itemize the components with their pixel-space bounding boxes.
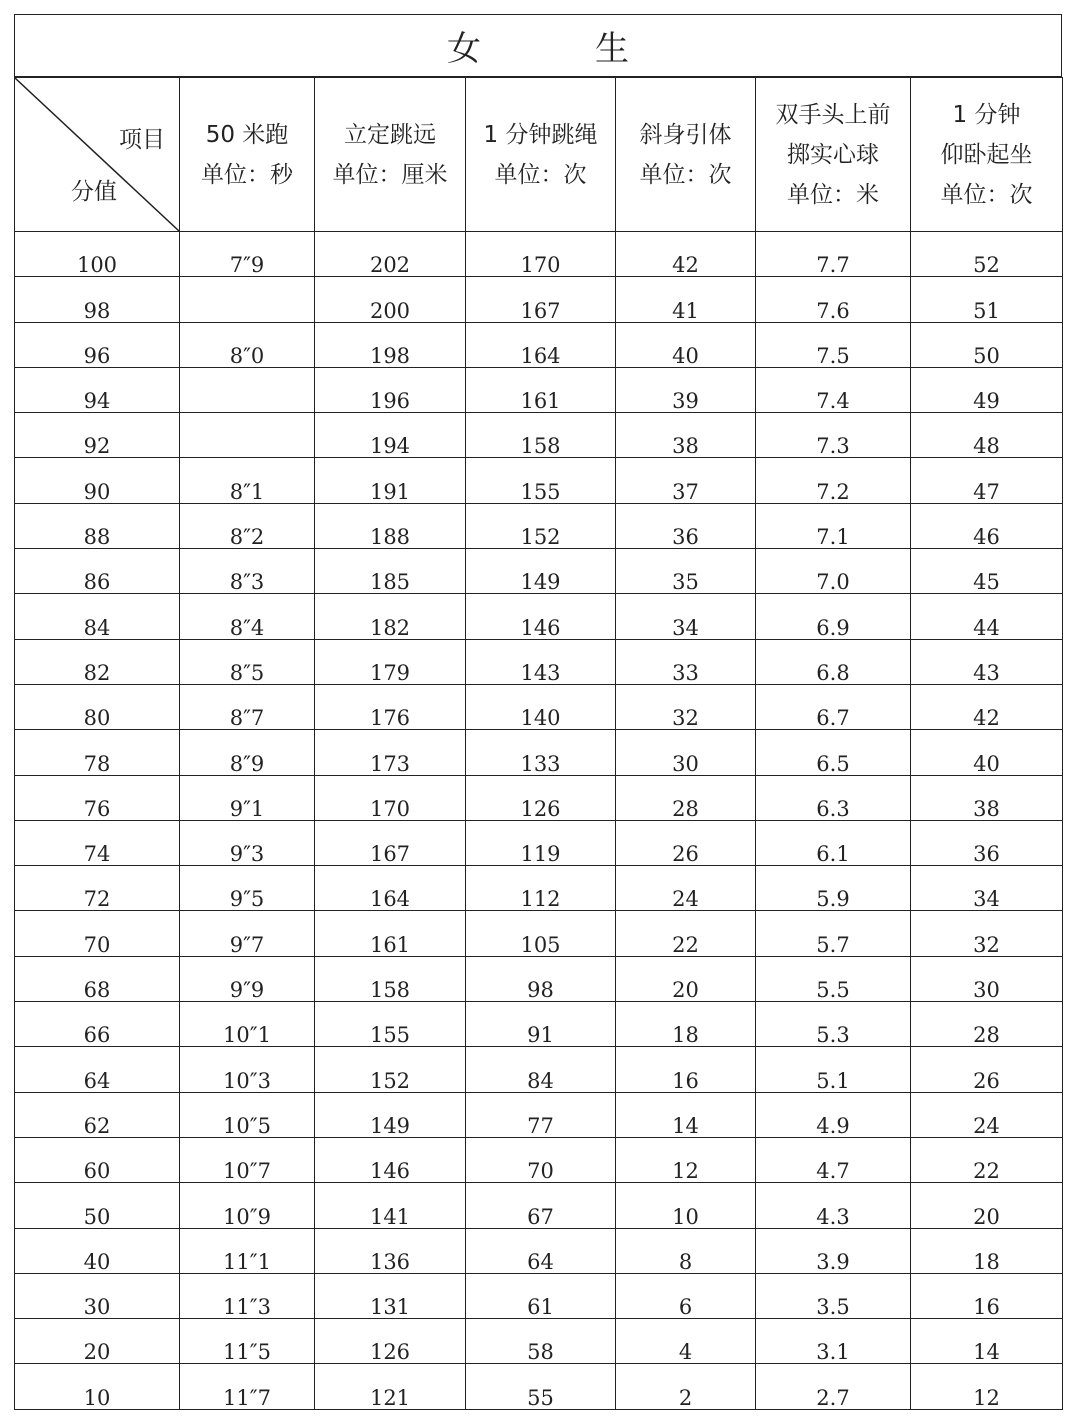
cell-ball-throw: 5.5 <box>756 956 911 1001</box>
cell-long-jump: 146 <box>315 1137 466 1182</box>
cell-50m-run: 11″7 <box>180 1364 315 1409</box>
cell-50m-run: 10″3 <box>180 1047 315 1092</box>
cell-pull-up: 30 <box>616 730 756 775</box>
cell-sit-ups: 49 <box>911 367 1063 412</box>
cell-pull-up: 37 <box>616 458 756 503</box>
cell-ball-throw: 7.1 <box>756 503 911 548</box>
cell-pull-up: 24 <box>616 866 756 911</box>
table-row <box>15 367 1063 412</box>
table-row <box>15 1092 1063 1137</box>
cell-pull-up: 4 <box>616 1319 756 1364</box>
cell-sit-ups: 22 <box>911 1137 1063 1182</box>
cell-50m-run: 11″1 <box>180 1228 315 1273</box>
cell-ball-throw: 7.5 <box>756 322 911 367</box>
cell-sit-ups: 16 <box>911 1273 1063 1318</box>
table-row <box>15 1319 1063 1364</box>
cell-jump-rope: 146 <box>466 594 616 639</box>
table-row <box>15 1047 1063 1092</box>
cell-long-jump: 131 <box>315 1273 466 1318</box>
cell-ball-throw: 6.9 <box>756 594 911 639</box>
table-row <box>15 549 1063 594</box>
diagonal-header-cell <box>15 78 180 232</box>
table-row <box>15 866 1063 911</box>
cell-score: 10 <box>15 1364 180 1409</box>
table-row <box>15 820 1063 865</box>
cell-pull-up: 22 <box>616 911 756 956</box>
cell-50m-run: 11″5 <box>180 1319 315 1364</box>
cell-score: 100 <box>15 232 180 277</box>
cell-score: 68 <box>15 956 180 1001</box>
cell-pull-up: 2 <box>616 1364 756 1409</box>
cell-ball-throw: 6.8 <box>756 639 911 684</box>
cell-long-jump: 149 <box>315 1092 466 1137</box>
cell-jump-rope: 98 <box>466 956 616 1001</box>
cell-sit-ups: 14 <box>911 1319 1063 1364</box>
cell-long-jump: 167 <box>315 820 466 865</box>
cell-50m-run: 8″3 <box>180 549 315 594</box>
table-row <box>15 956 1063 1001</box>
cell-ball-throw: 5.7 <box>756 911 911 956</box>
cell-jump-rope: 143 <box>466 639 616 684</box>
cell-pull-up: 42 <box>616 232 756 277</box>
score-standard-sheet <box>14 14 1062 1412</box>
cell-long-jump: 191 <box>315 458 466 503</box>
cell-jump-rope: 105 <box>466 911 616 956</box>
score-label: 分值 <box>71 179 117 205</box>
cell-sit-ups: 32 <box>911 911 1063 956</box>
cell-ball-throw: 6.5 <box>756 730 911 775</box>
cell-50m-run: 8″1 <box>180 458 315 503</box>
cell-50m-run: 8″9 <box>180 730 315 775</box>
column-header-sit-ups: 1 分钟 仰卧起坐 单位：次 <box>911 78 1063 232</box>
cell-ball-throw: 7.2 <box>756 458 911 503</box>
table-row <box>15 684 1063 729</box>
cell-jump-rope: 67 <box>466 1183 616 1228</box>
cell-50m-run: 7″9 <box>180 232 315 277</box>
cell-jump-rope: 155 <box>466 458 616 503</box>
cell-ball-throw: 5.9 <box>756 866 911 911</box>
cell-score: 84 <box>15 594 180 639</box>
table-row <box>15 458 1063 503</box>
table-row <box>15 1137 1063 1182</box>
cell-score: 74 <box>15 820 180 865</box>
cell-score: 90 <box>15 458 180 503</box>
table-row <box>15 277 1063 322</box>
cell-score: 70 <box>15 911 180 956</box>
cell-jump-rope: 70 <box>466 1137 616 1182</box>
cell-sit-ups: 20 <box>911 1183 1063 1228</box>
cell-jump-rope: 158 <box>466 413 616 458</box>
cell-long-jump: 182 <box>315 594 466 639</box>
cell-jump-rope: 126 <box>466 775 616 820</box>
item-label: 项目 <box>119 127 165 153</box>
cell-sit-ups: 38 <box>911 775 1063 820</box>
cell-50m-run: 9″7 <box>180 911 315 956</box>
cell-score: 66 <box>15 1002 180 1047</box>
cell-score: 62 <box>15 1092 180 1137</box>
cell-50m-run: 9″3 <box>180 820 315 865</box>
cell-jump-rope: 140 <box>466 684 616 729</box>
cell-pull-up: 18 <box>616 1002 756 1047</box>
cell-score: 92 <box>15 413 180 458</box>
cell-ball-throw: 4.3 <box>756 1183 911 1228</box>
cell-50m-run: 10″1 <box>180 1002 315 1047</box>
cell-pull-up: 28 <box>616 775 756 820</box>
table-row <box>15 1273 1063 1318</box>
cell-score: 94 <box>15 367 180 412</box>
cell-50m-run <box>180 367 315 412</box>
cell-long-jump: 158 <box>315 956 466 1001</box>
cell-sit-ups: 48 <box>911 413 1063 458</box>
cell-ball-throw: 3.5 <box>756 1273 911 1318</box>
cell-jump-rope: 149 <box>466 549 616 594</box>
cell-jump-rope: 170 <box>466 232 616 277</box>
cell-score: 98 <box>15 277 180 322</box>
cell-50m-run: 11″3 <box>180 1273 315 1318</box>
column-header-50m-run: 50 米跑 单位：秒 <box>180 78 315 232</box>
cell-50m-run <box>180 277 315 322</box>
score-table-body <box>15 232 1063 1410</box>
cell-sit-ups: 30 <box>911 956 1063 1001</box>
cell-pull-up: 41 <box>616 277 756 322</box>
cell-jump-rope: 64 <box>466 1228 616 1273</box>
cell-jump-rope: 133 <box>466 730 616 775</box>
cell-long-jump: 179 <box>315 639 466 684</box>
cell-score: 80 <box>15 684 180 729</box>
cell-long-jump: 136 <box>315 1228 466 1273</box>
cell-pull-up: 12 <box>616 1137 756 1182</box>
cell-score: 86 <box>15 549 180 594</box>
score-table <box>14 77 1063 1410</box>
cell-pull-up: 35 <box>616 549 756 594</box>
cell-50m-run <box>180 413 315 458</box>
cell-50m-run: 9″1 <box>180 775 315 820</box>
cell-50m-run: 9″5 <box>180 866 315 911</box>
cell-ball-throw: 7.3 <box>756 413 911 458</box>
cell-sit-ups: 43 <box>911 639 1063 684</box>
cell-pull-up: 8 <box>616 1228 756 1273</box>
header-row <box>15 78 1063 232</box>
cell-long-jump: 121 <box>315 1364 466 1409</box>
cell-score: 40 <box>15 1228 180 1273</box>
cell-jump-rope: 91 <box>466 1002 616 1047</box>
cell-pull-up: 32 <box>616 684 756 729</box>
cell-ball-throw: 3.9 <box>756 1228 911 1273</box>
cell-ball-throw: 7.7 <box>756 232 911 277</box>
cell-sit-ups: 44 <box>911 594 1063 639</box>
cell-sit-ups: 52 <box>911 232 1063 277</box>
cell-long-jump: 173 <box>315 730 466 775</box>
table-row <box>15 639 1063 684</box>
cell-ball-throw: 6.1 <box>756 820 911 865</box>
cell-50m-run: 9″9 <box>180 956 315 1001</box>
cell-long-jump: 141 <box>315 1183 466 1228</box>
cell-score: 20 <box>15 1319 180 1364</box>
cell-ball-throw: 3.1 <box>756 1319 911 1364</box>
cell-sit-ups: 40 <box>911 730 1063 775</box>
table-row <box>15 503 1063 548</box>
cell-sit-ups: 51 <box>911 277 1063 322</box>
table-row <box>15 1364 1063 1409</box>
cell-score: 64 <box>15 1047 180 1092</box>
cell-long-jump: 188 <box>315 503 466 548</box>
cell-50m-run: 8″4 <box>180 594 315 639</box>
cell-pull-up: 26 <box>616 820 756 865</box>
cell-score: 30 <box>15 1273 180 1318</box>
cell-sit-ups: 42 <box>911 684 1063 729</box>
cell-jump-rope: 84 <box>466 1047 616 1092</box>
cell-long-jump: 194 <box>315 413 466 458</box>
cell-long-jump: 185 <box>315 549 466 594</box>
cell-ball-throw: 7.6 <box>756 277 911 322</box>
column-header-inclined-pull-up: 斜身引体 单位：次 <box>616 78 756 232</box>
cell-pull-up: 20 <box>616 956 756 1001</box>
cell-jump-rope: 119 <box>466 820 616 865</box>
cell-score: 96 <box>15 322 180 367</box>
cell-jump-rope: 161 <box>466 367 616 412</box>
table-row <box>15 232 1063 277</box>
cell-ball-throw: 7.4 <box>756 367 911 412</box>
cell-50m-run: 8″5 <box>180 639 315 684</box>
cell-long-jump: 196 <box>315 367 466 412</box>
table-row <box>15 413 1063 458</box>
cell-jump-rope: 167 <box>466 277 616 322</box>
cell-pull-up: 40 <box>616 322 756 367</box>
cell-pull-up: 36 <box>616 503 756 548</box>
cell-long-jump: 161 <box>315 911 466 956</box>
cell-long-jump: 198 <box>315 322 466 367</box>
cell-sit-ups: 12 <box>911 1364 1063 1409</box>
cell-ball-throw: 6.7 <box>756 684 911 729</box>
cell-50m-run: 8″2 <box>180 503 315 548</box>
cell-pull-up: 6 <box>616 1273 756 1318</box>
cell-ball-throw: 6.3 <box>756 775 911 820</box>
cell-pull-up: 10 <box>616 1183 756 1228</box>
cell-long-jump: 170 <box>315 775 466 820</box>
cell-jump-rope: 164 <box>466 322 616 367</box>
cell-jump-rope: 61 <box>466 1273 616 1318</box>
cell-sit-ups: 46 <box>911 503 1063 548</box>
cell-sit-ups: 34 <box>911 866 1063 911</box>
cell-pull-up: 16 <box>616 1047 756 1092</box>
cell-sit-ups: 28 <box>911 1002 1063 1047</box>
cell-score: 72 <box>15 866 180 911</box>
diagonal-line <box>15 78 179 231</box>
cell-long-jump: 152 <box>315 1047 466 1092</box>
cell-sit-ups: 50 <box>911 322 1063 367</box>
table-row <box>15 1002 1063 1047</box>
cell-ball-throw: 2.7 <box>756 1364 911 1409</box>
cell-jump-rope: 152 <box>466 503 616 548</box>
cell-sit-ups: 36 <box>911 820 1063 865</box>
cell-long-jump: 155 <box>315 1002 466 1047</box>
cell-long-jump: 126 <box>315 1319 466 1364</box>
column-header-standing-long-jump: 立定跳远 单位：厘米 <box>315 78 466 232</box>
cell-long-jump: 202 <box>315 232 466 277</box>
cell-long-jump: 164 <box>315 866 466 911</box>
cell-jump-rope: 112 <box>466 866 616 911</box>
cell-long-jump: 200 <box>315 277 466 322</box>
cell-score: 76 <box>15 775 180 820</box>
cell-pull-up: 33 <box>616 639 756 684</box>
cell-jump-rope: 77 <box>466 1092 616 1137</box>
cell-50m-run: 8″0 <box>180 322 315 367</box>
cell-ball-throw: 5.3 <box>756 1002 911 1047</box>
table-row <box>15 775 1063 820</box>
cell-score: 50 <box>15 1183 180 1228</box>
column-header-medicine-ball-throw: 双手头上前 掷实心球 单位：米 <box>756 78 911 232</box>
cell-score: 82 <box>15 639 180 684</box>
cell-sit-ups: 18 <box>911 1228 1063 1273</box>
cell-sit-ups: 45 <box>911 549 1063 594</box>
cell-score: 88 <box>15 503 180 548</box>
table-row <box>15 322 1063 367</box>
table-row <box>15 730 1063 775</box>
cell-50m-run: 8″7 <box>180 684 315 729</box>
cell-pull-up: 14 <box>616 1092 756 1137</box>
cell-score: 60 <box>15 1137 180 1182</box>
cell-long-jump: 176 <box>315 684 466 729</box>
table-row <box>15 1228 1063 1273</box>
cell-sit-ups: 24 <box>911 1092 1063 1137</box>
table-row <box>15 1183 1063 1228</box>
cell-ball-throw: 4.9 <box>756 1092 911 1137</box>
cell-sit-ups: 26 <box>911 1047 1063 1092</box>
cell-ball-throw: 4.7 <box>756 1137 911 1182</box>
cell-sit-ups: 47 <box>911 458 1063 503</box>
cell-ball-throw: 5.1 <box>756 1047 911 1092</box>
table-title: 女 生 <box>14 14 1062 77</box>
cell-50m-run: 10″5 <box>180 1092 315 1137</box>
table-row <box>15 594 1063 639</box>
cell-pull-up: 39 <box>616 367 756 412</box>
cell-50m-run: 10″7 <box>180 1137 315 1182</box>
cell-score: 78 <box>15 730 180 775</box>
cell-pull-up: 34 <box>616 594 756 639</box>
table-row <box>15 911 1063 956</box>
cell-jump-rope: 58 <box>466 1319 616 1364</box>
column-header-jump-rope: 1 分钟跳绳 单位：次 <box>466 78 616 232</box>
cell-jump-rope: 55 <box>466 1364 616 1409</box>
cell-pull-up: 38 <box>616 413 756 458</box>
cell-ball-throw: 7.0 <box>756 549 911 594</box>
cell-50m-run: 10″9 <box>180 1183 315 1228</box>
